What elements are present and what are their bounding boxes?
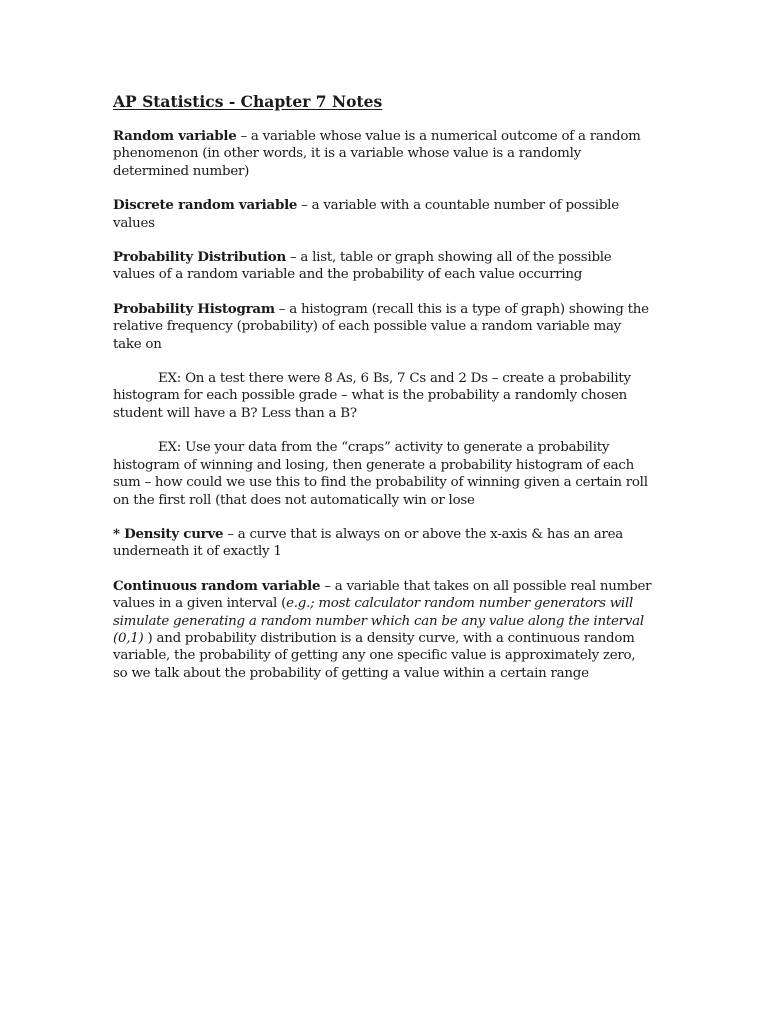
example-craps: EX: Use your data from the “craps” activity to generate a probability histogram of winning and losing, then generate a probability histogram of each sum – how could we use this to find the probability of winning given a certain roll on the first roll (that does not automatically win or lose — [113, 440, 648, 508]
definition-text: – a curve that is always on or above the x-axis & has an area underneath it of exactly 1 — [113, 526, 624, 560]
definition-text: – a variable whose value is a numerical outcome of a random phenomenon (in other words, it is a variable whose value is a randomly determined number) — [113, 129, 641, 179]
definition-text: – a variable with a countable number of possible values — [113, 198, 619, 231]
definition-text: – a variable that takes on all possible real number values in a given interval ( — [113, 578, 652, 612]
term-label: Continuous random variable — [113, 577, 321, 594]
probability-histogram-definition — [113, 301, 653, 353]
notes-page — [113, 92, 653, 699]
page-title: AP Statistics - Chapter 7 Notes — [113, 92, 383, 111]
definition-text: – a list, table or graph showing all of the possible values of a random variable and the probability of each value occurring — [113, 250, 612, 283]
probability-distribution-definition — [113, 249, 653, 284]
random-variable-definition — [113, 128, 653, 180]
term-label: Probability Distribution — [113, 249, 286, 266]
discrete-random-variable-definition — [113, 197, 653, 232]
term-label: Probability Histogram — [113, 300, 275, 317]
term-label: Discrete random variable — [113, 197, 298, 214]
italic-example: e.g.; most calculator random number generators will simulate generating a random number which can be any value along the interval (0,1) — [113, 596, 644, 646]
term-label: Random variable — [113, 128, 237, 144]
definition-text: – a histogram (recall this is a type of graph) showing the relative frequency (probability) of each possible value a random variable may take on — [113, 301, 649, 352]
definition-text: ) and probability distribution is a density curve, with a continuous random variable, the probability of getting any one specific value is approximately zero, so we talk about the probability of getting a value within a certain range — [113, 630, 636, 681]
density-curve-definition — [113, 526, 653, 561]
continuous-random-variable-definition — [113, 578, 653, 682]
term-label: * Density curve — [113, 525, 224, 542]
example-grades: EX: On a test there were 8 As, 6 Bs, 7 Cs and 2 Ds – create a probability histogram for each possible grade – what is the probability a randomly chosen student will have a B? Less than a B? — [113, 371, 631, 421]
